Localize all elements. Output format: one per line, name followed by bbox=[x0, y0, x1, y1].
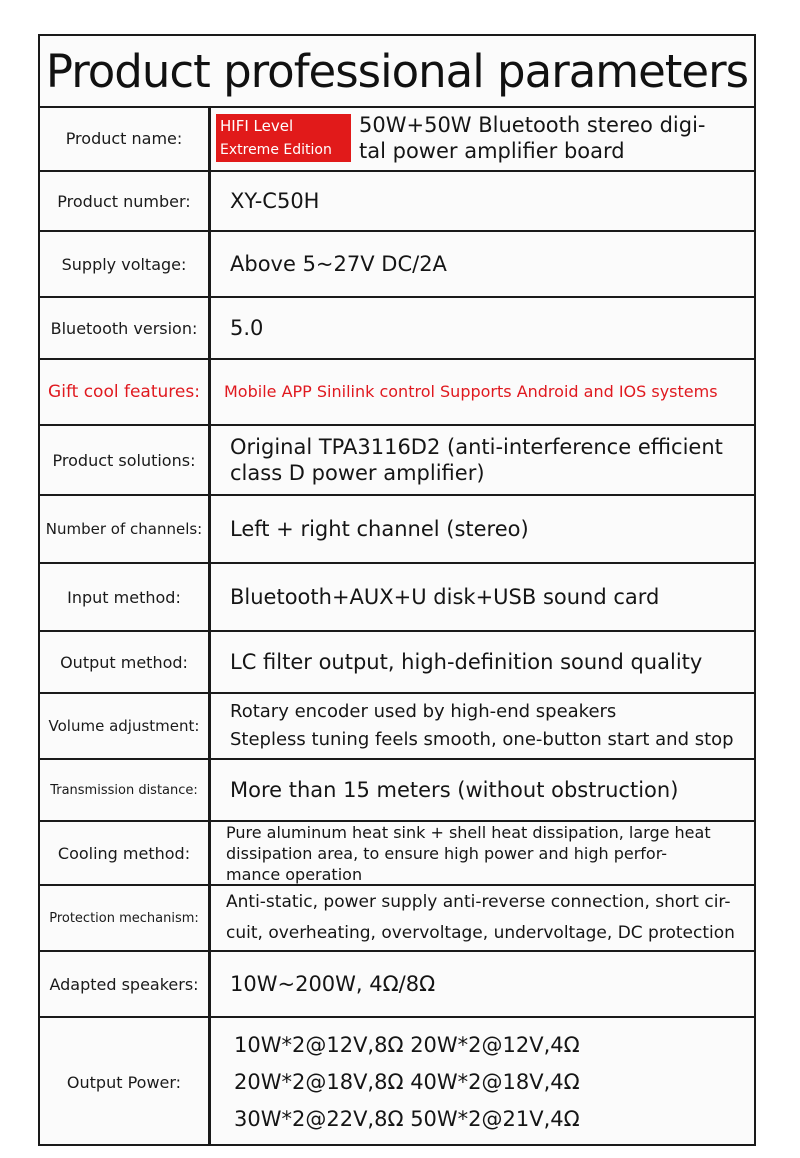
value-bluetooth-version: 5.0 bbox=[230, 316, 264, 340]
label-gift-features: Gift cool features: bbox=[48, 382, 200, 402]
value-output-method: LC filter output, high-definition sound quality bbox=[230, 650, 703, 674]
label-protection-mechanism: Protection mechanism: bbox=[49, 910, 199, 926]
row-volume-adjustment bbox=[40, 694, 754, 760]
value-input-method: Bluetooth+AUX+U disk+USB sound card bbox=[230, 585, 660, 609]
label-output-method: Output method: bbox=[60, 652, 188, 672]
label-input-method: Input method: bbox=[67, 587, 181, 607]
value-product-number: XY-C50H bbox=[230, 189, 320, 213]
value-transmission-distance: More than 15 meters (without obstruction) bbox=[230, 778, 679, 802]
label-output-power: Output Power: bbox=[66, 1072, 182, 1092]
value-supply-voltage: Above 5~27V DC/2A bbox=[230, 252, 447, 276]
volume-line-2: Stepless tuning feels smooth, one-button start and stop bbox=[230, 729, 734, 750]
cooling-line-2: dissipation area, to ensure high power and high perfor- bbox=[226, 844, 668, 863]
label-cooling-method: Cooling method: bbox=[57, 843, 191, 863]
label-transmission-distance: Transmission distance: bbox=[50, 782, 198, 798]
value-adapted-speakers: 10W~200W, 4Ω/8Ω bbox=[230, 972, 436, 996]
column-divider bbox=[208, 106, 211, 1146]
row-adapted-speakers bbox=[40, 952, 754, 1018]
badge-line-2: Extreme Edition bbox=[216, 138, 351, 162]
label-volume-adjustment: Volume adjustment: bbox=[48, 717, 200, 735]
value-product-name bbox=[216, 106, 746, 170]
row-output-method bbox=[40, 632, 754, 694]
hifi-badge bbox=[216, 114, 351, 162]
label-product-number: Product number: bbox=[57, 191, 191, 211]
row-product-number bbox=[40, 172, 754, 232]
power-line-1: 10W*2@12V,8Ω 20W*2@12V,4Ω bbox=[234, 1032, 580, 1057]
volume-line-1: Rotary encoder used by high-end speakers bbox=[230, 701, 617, 722]
row-number-of-channels bbox=[40, 496, 754, 564]
row-input-method bbox=[40, 564, 754, 632]
protection-line-1: Anti-static, power supply anti-reverse connection, short cir- bbox=[226, 892, 731, 912]
value-gift-features: Mobile APP Sinilink control Supports Android and IOS systems bbox=[224, 382, 718, 401]
row-cooling-method bbox=[40, 822, 754, 886]
label-bluetooth-version: Bluetooth version: bbox=[50, 318, 198, 338]
row-transmission-distance bbox=[40, 760, 754, 822]
power-line-3: 30W*2@22V,8Ω 50W*2@21V,4Ω bbox=[234, 1106, 580, 1131]
page-title: Product professional parameters bbox=[40, 36, 754, 108]
value-volume-adjustment bbox=[230, 694, 746, 758]
value-protection-mechanism bbox=[226, 886, 746, 950]
row-output-power bbox=[40, 1018, 754, 1146]
label-number-of-channels: Number of channels: bbox=[45, 520, 203, 538]
row-product-name bbox=[40, 106, 754, 172]
value-product-solutions bbox=[230, 426, 746, 494]
value-cooling-method bbox=[226, 822, 746, 884]
label-adapted-speakers: Adapted speakers: bbox=[49, 974, 199, 994]
parameters-table bbox=[38, 34, 756, 1146]
badge-line-1: HIFI Level bbox=[216, 114, 351, 138]
power-line-2: 20W*2@18V,8Ω 40W*2@18V,4Ω bbox=[234, 1069, 580, 1094]
cooling-line-1: Pure aluminum heat sink + shell heat dissipation, large heat bbox=[226, 823, 711, 842]
label-product-name: Product name: bbox=[65, 128, 183, 148]
row-protection-mechanism bbox=[40, 886, 754, 952]
product-name-line-2: tal power amplifier board bbox=[359, 139, 625, 163]
solutions-line-2: class D power amplifier) bbox=[230, 461, 485, 485]
label-supply-voltage: Supply voltage: bbox=[61, 254, 187, 274]
value-number-of-channels: Left + right channel (stereo) bbox=[230, 517, 529, 541]
protection-line-2: cuit, overheating, overvoltage, undervoltage, DC protection bbox=[226, 923, 735, 943]
row-supply-voltage bbox=[40, 232, 754, 298]
label-product-solutions: Product solutions: bbox=[52, 450, 196, 470]
row-bluetooth-version bbox=[40, 298, 754, 360]
cooling-line-3: mance operation bbox=[226, 865, 363, 884]
product-name-line-1: 50W+50W Bluetooth stereo digi- bbox=[359, 113, 706, 137]
row-product-solutions bbox=[40, 426, 754, 496]
value-output-power bbox=[234, 1018, 746, 1146]
solutions-line-1: Original TPA3116D2 (anti-interference efficient bbox=[230, 435, 723, 459]
row-gift-features bbox=[40, 360, 754, 426]
